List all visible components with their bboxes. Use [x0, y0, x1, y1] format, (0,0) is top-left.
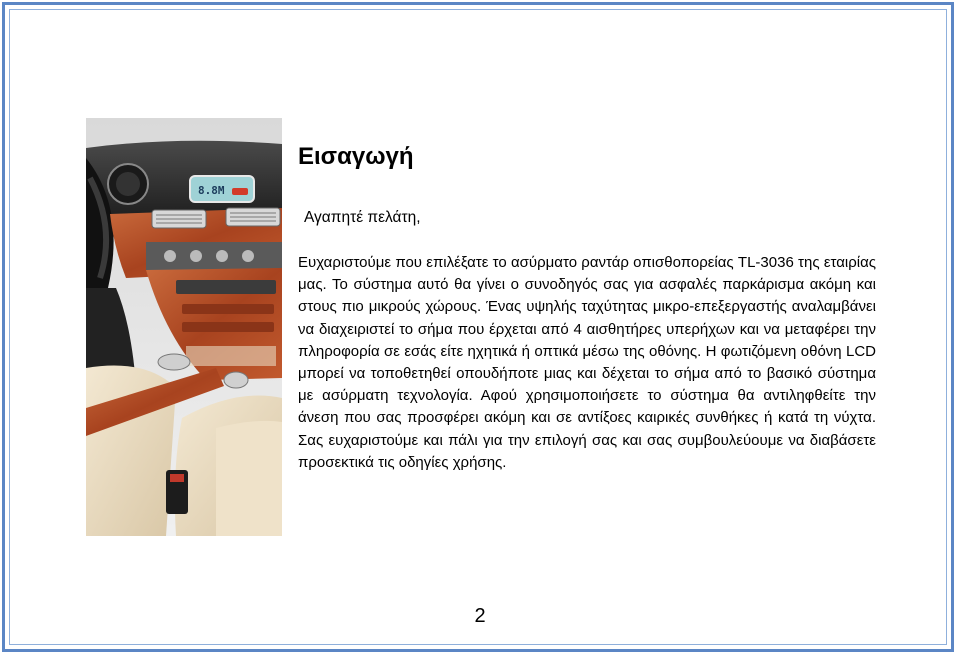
greeting: Αγαπητέ πελάτη,: [304, 209, 421, 226]
car-interior-photo: [86, 118, 282, 536]
page-title: Εισαγωγή: [298, 143, 414, 170]
intro-paragraph: Ευχαριστούμε που επιλέξατε το ασύρματο ραντάρ οπισθοπορείας TL-3036 της εταιρίας μας. Το σύστημα αυτό θα γίνει ο συνοδηγός σας για ασφαλές παρκάρισμα ακόμη και στους πιο μικρούς χώρους. Ένας υψηλής ταχύτητας μικρο-επεξεργαστής αναλαμβάνει να διαχειριστεί το σήμα που έρχεται από 4 αισθητήρες υπερήχων και να μεταφέρει την πληροφορία σε εσάς είτε ηχητικά ή οπτικά μέσω της οθόνης. Η φωτιζόμενη οθόνη LCD μπορεί να τοποθετηθεί οπουδήποτε μιας και δέχεται το σήμα από το βασικό σύστημα με ασύρματη τεχνολογία. Αφού χρησιμοποιήσετε το σύστημα θα αντιληφθείτε την άνεση που σας προσφέρει ακόμη και σε αντίξοες καιρικές συνθήκες ή κατά τη νύχτα. Σας ευχαριστούμε και πάλι για την επιλογή σας και σας συμβουλεύουμε να διαβάσετε προσεκτικά τις οδηγίες χρήσης.: [298, 254, 876, 471]
page-number: 2: [474, 605, 486, 627]
car-interior-illustration: [86, 118, 282, 536]
lcd-reading: 8.8M: [198, 184, 225, 197]
